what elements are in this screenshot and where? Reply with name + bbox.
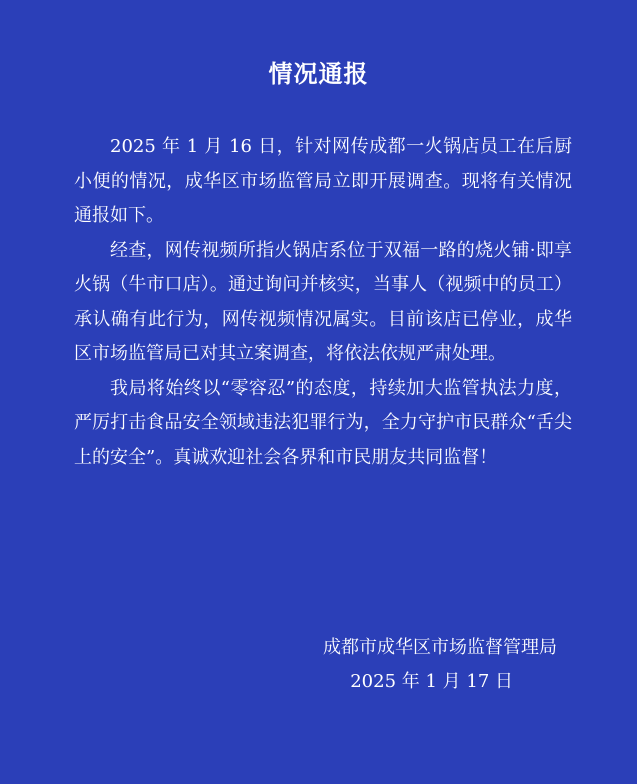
notice-title: 情况通报 bbox=[268, 60, 369, 88]
notice-paragraph-1: 2025 年 1 月 16 日，针对网传成都一火锅店员工在后厨小便的情况，成华区市场监管局立即开展调查。现将有关情况通报如下。 bbox=[74, 136, 572, 226]
notice-paragraph-2: 经查，网传视频所指火锅店系位于双福一路的烧火铺·即享火锅（牛市口店）。通过询问并核实，当事人（视频中的员工）承认确有此行为，网传视频情况属实。目前该店已停业，成华区市场监管局已对其立案调查，将依法依规严肃处理。 bbox=[74, 239, 572, 364]
notice-body bbox=[74, 130, 572, 475]
notice-paragraph-3: 我局将始终以“零容忍”的态度，持续加大监管执法力度，严厉打击食品安全领域违法犯罪行为，全力守护市民群众“舌尖上的安全”。真诚欢迎社会各界和市民朋友共同监督！ bbox=[74, 377, 572, 468]
signature-organization: 成都市成华区市场监督管理局 bbox=[323, 637, 557, 658]
signature-date: 2025 年 1 月 17 日 bbox=[350, 671, 513, 692]
